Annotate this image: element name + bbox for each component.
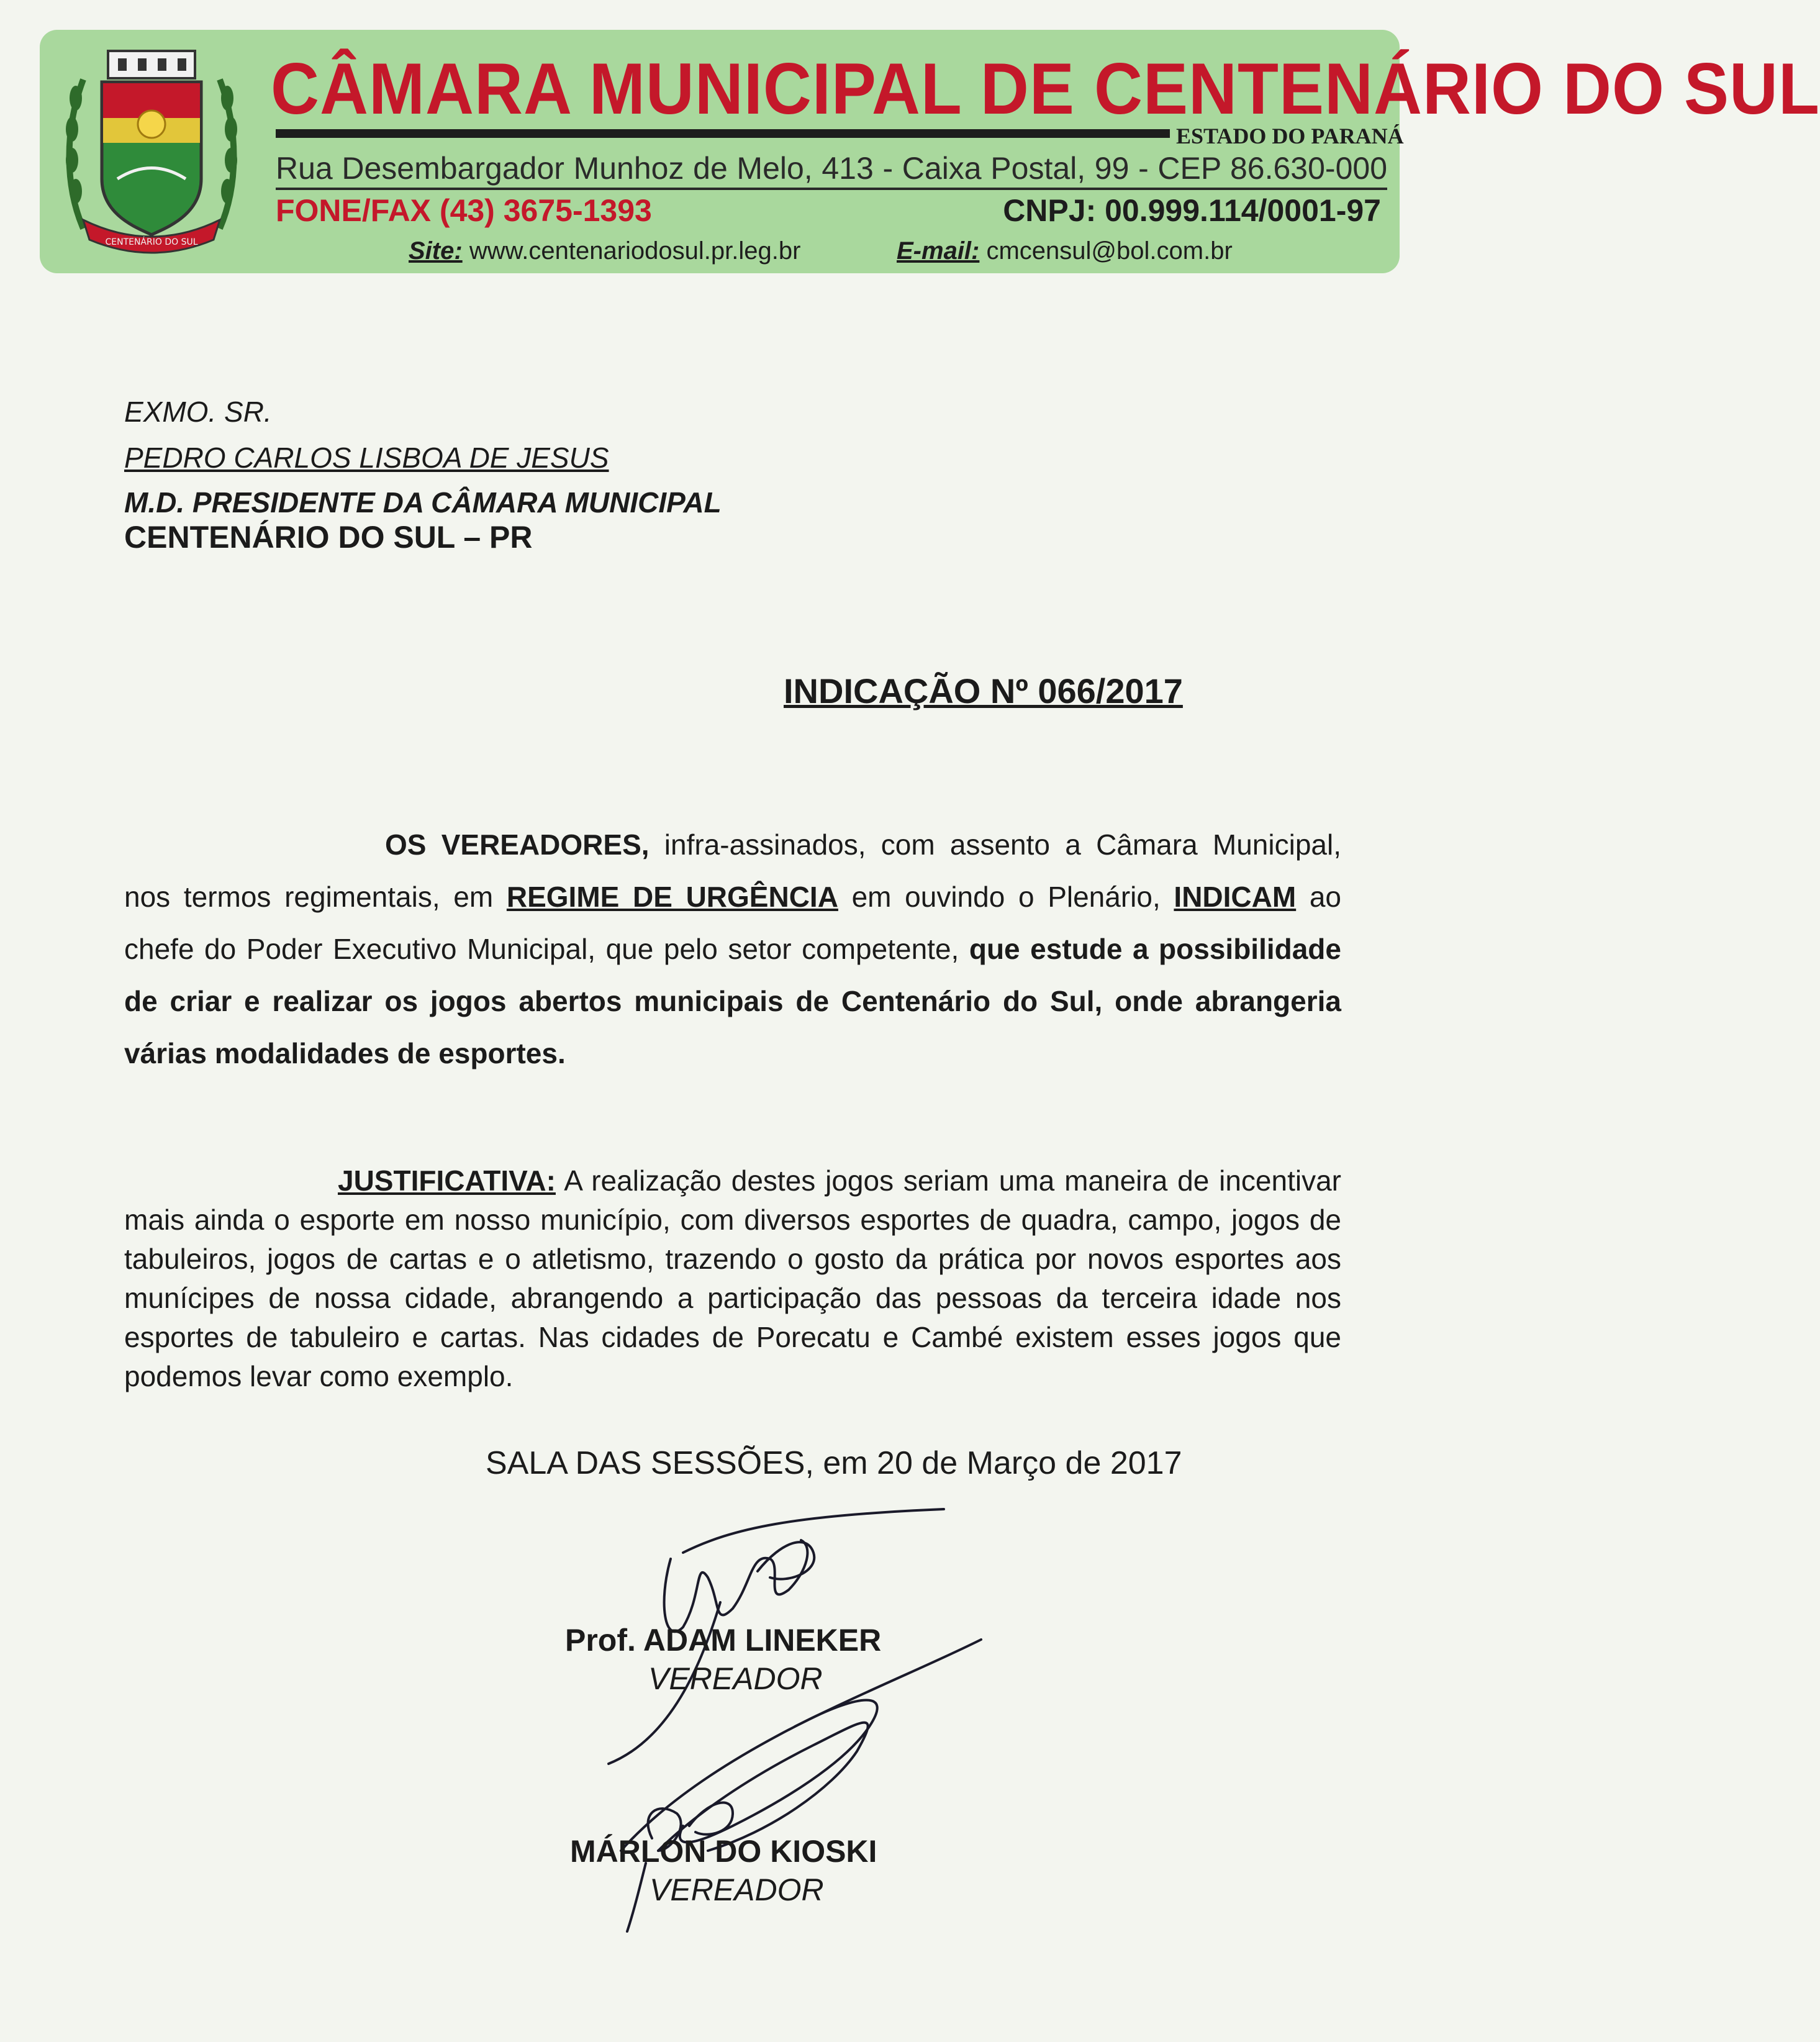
email-address: cmcensul@bol.com.br — [986, 237, 1233, 265]
institution-title: CÂMARA MUNICIPAL DE CENTENÁRIO DO SUL — [271, 47, 1820, 129]
signer-1-name: Prof. ADAM LINEKER — [565, 1623, 882, 1658]
postal-address: Rua Desembargador Munhoz de Melo, 413 - Caixa Postal, 99 - CEP 86.630-000 — [276, 150, 1387, 190]
justification-label: JUSTIFICATIVA: — [338, 1164, 556, 1197]
email — [897, 237, 1233, 265]
cnpj-number: CNPJ: 00.999.114/0001-97 — [1003, 193, 1381, 228]
coat-of-arms-logo — [58, 42, 245, 266]
email-label: E-mail: — [897, 237, 980, 265]
addressee-greeting: EXMO. SR. — [124, 396, 272, 428]
signer-1-role: VEREADOR — [648, 1661, 823, 1696]
crest-ribbon-text: CENTENÁRIO DO SUL — [105, 237, 198, 247]
justification-text: A realização destes jogos seriam uma maneira de incentivar mais ainda o esporte em nosso município, com diversos esportes de quadra, campo, jogos de tabuleiros, jogos de cartas e o atletismo, trazendo o gosto da prática por novos esportes aos munícipes de nossa cidade, abrangendo a participação das pessoas da terceira idade nos esportes de tabuleiro e cartas. Nas cidades de Porecatu e Cambé existem esses jogos que podemos levar como exemplo. — [124, 1164, 1341, 1392]
site-url: www.centenariodosul.pr.leg.br — [469, 237, 801, 265]
indication-paragraph — [124, 819, 1341, 1079]
site-label: Site: — [409, 237, 463, 265]
p1-text-c: ao chefe do Poder Executivo Municipal, que pelo setor competente, — [124, 881, 1342, 965]
addressee-city: CENTENÁRIO DO SUL – PR — [124, 520, 533, 555]
p1-request: que estude a possibilidade de criar e realizar os jogos abertos municipais de Centenário do Sul, onde abrangeria várias modalidades de esportes. — [124, 933, 1341, 1069]
urgency-term: REGIME DE URGÊNCIA — [506, 881, 838, 913]
signer-2-role: VEREADOR — [650, 1872, 824, 1907]
p1-text-b: em ouvindo o Plenário, — [838, 881, 1174, 913]
addressee-name: PEDRO CARLOS LISBOA DE JESUS — [124, 442, 609, 474]
title-rule — [276, 129, 1170, 138]
closing-date-line: SALA DAS SESSÕES, em 20 de Março de 2017 — [486, 1445, 1182, 1481]
signer-2-name: MÁRLON DO KIOSKI — [570, 1834, 877, 1869]
p1-lead: OS VEREADORES, — [385, 828, 650, 861]
state-label: ESTADO DO PARANÁ — [1176, 124, 1404, 148]
document-heading: INDICAÇÃO Nº 066/2017 — [784, 671, 1183, 710]
indicam-term: INDICAM — [1174, 881, 1297, 913]
website — [409, 237, 800, 265]
phone-fax: FONE/FAX (43) 3675-1393 — [276, 193, 652, 228]
justification-paragraph — [124, 1161, 1341, 1396]
p1-text-a: infra-assinados, com assento a Câmara Municipal, nos termos regimentais, em — [124, 828, 1341, 913]
addressee-position: M.D. PRESIDENTE DA CÂMARA MUNICIPAL — [124, 486, 722, 519]
letterhead — [40, 30, 1820, 273]
